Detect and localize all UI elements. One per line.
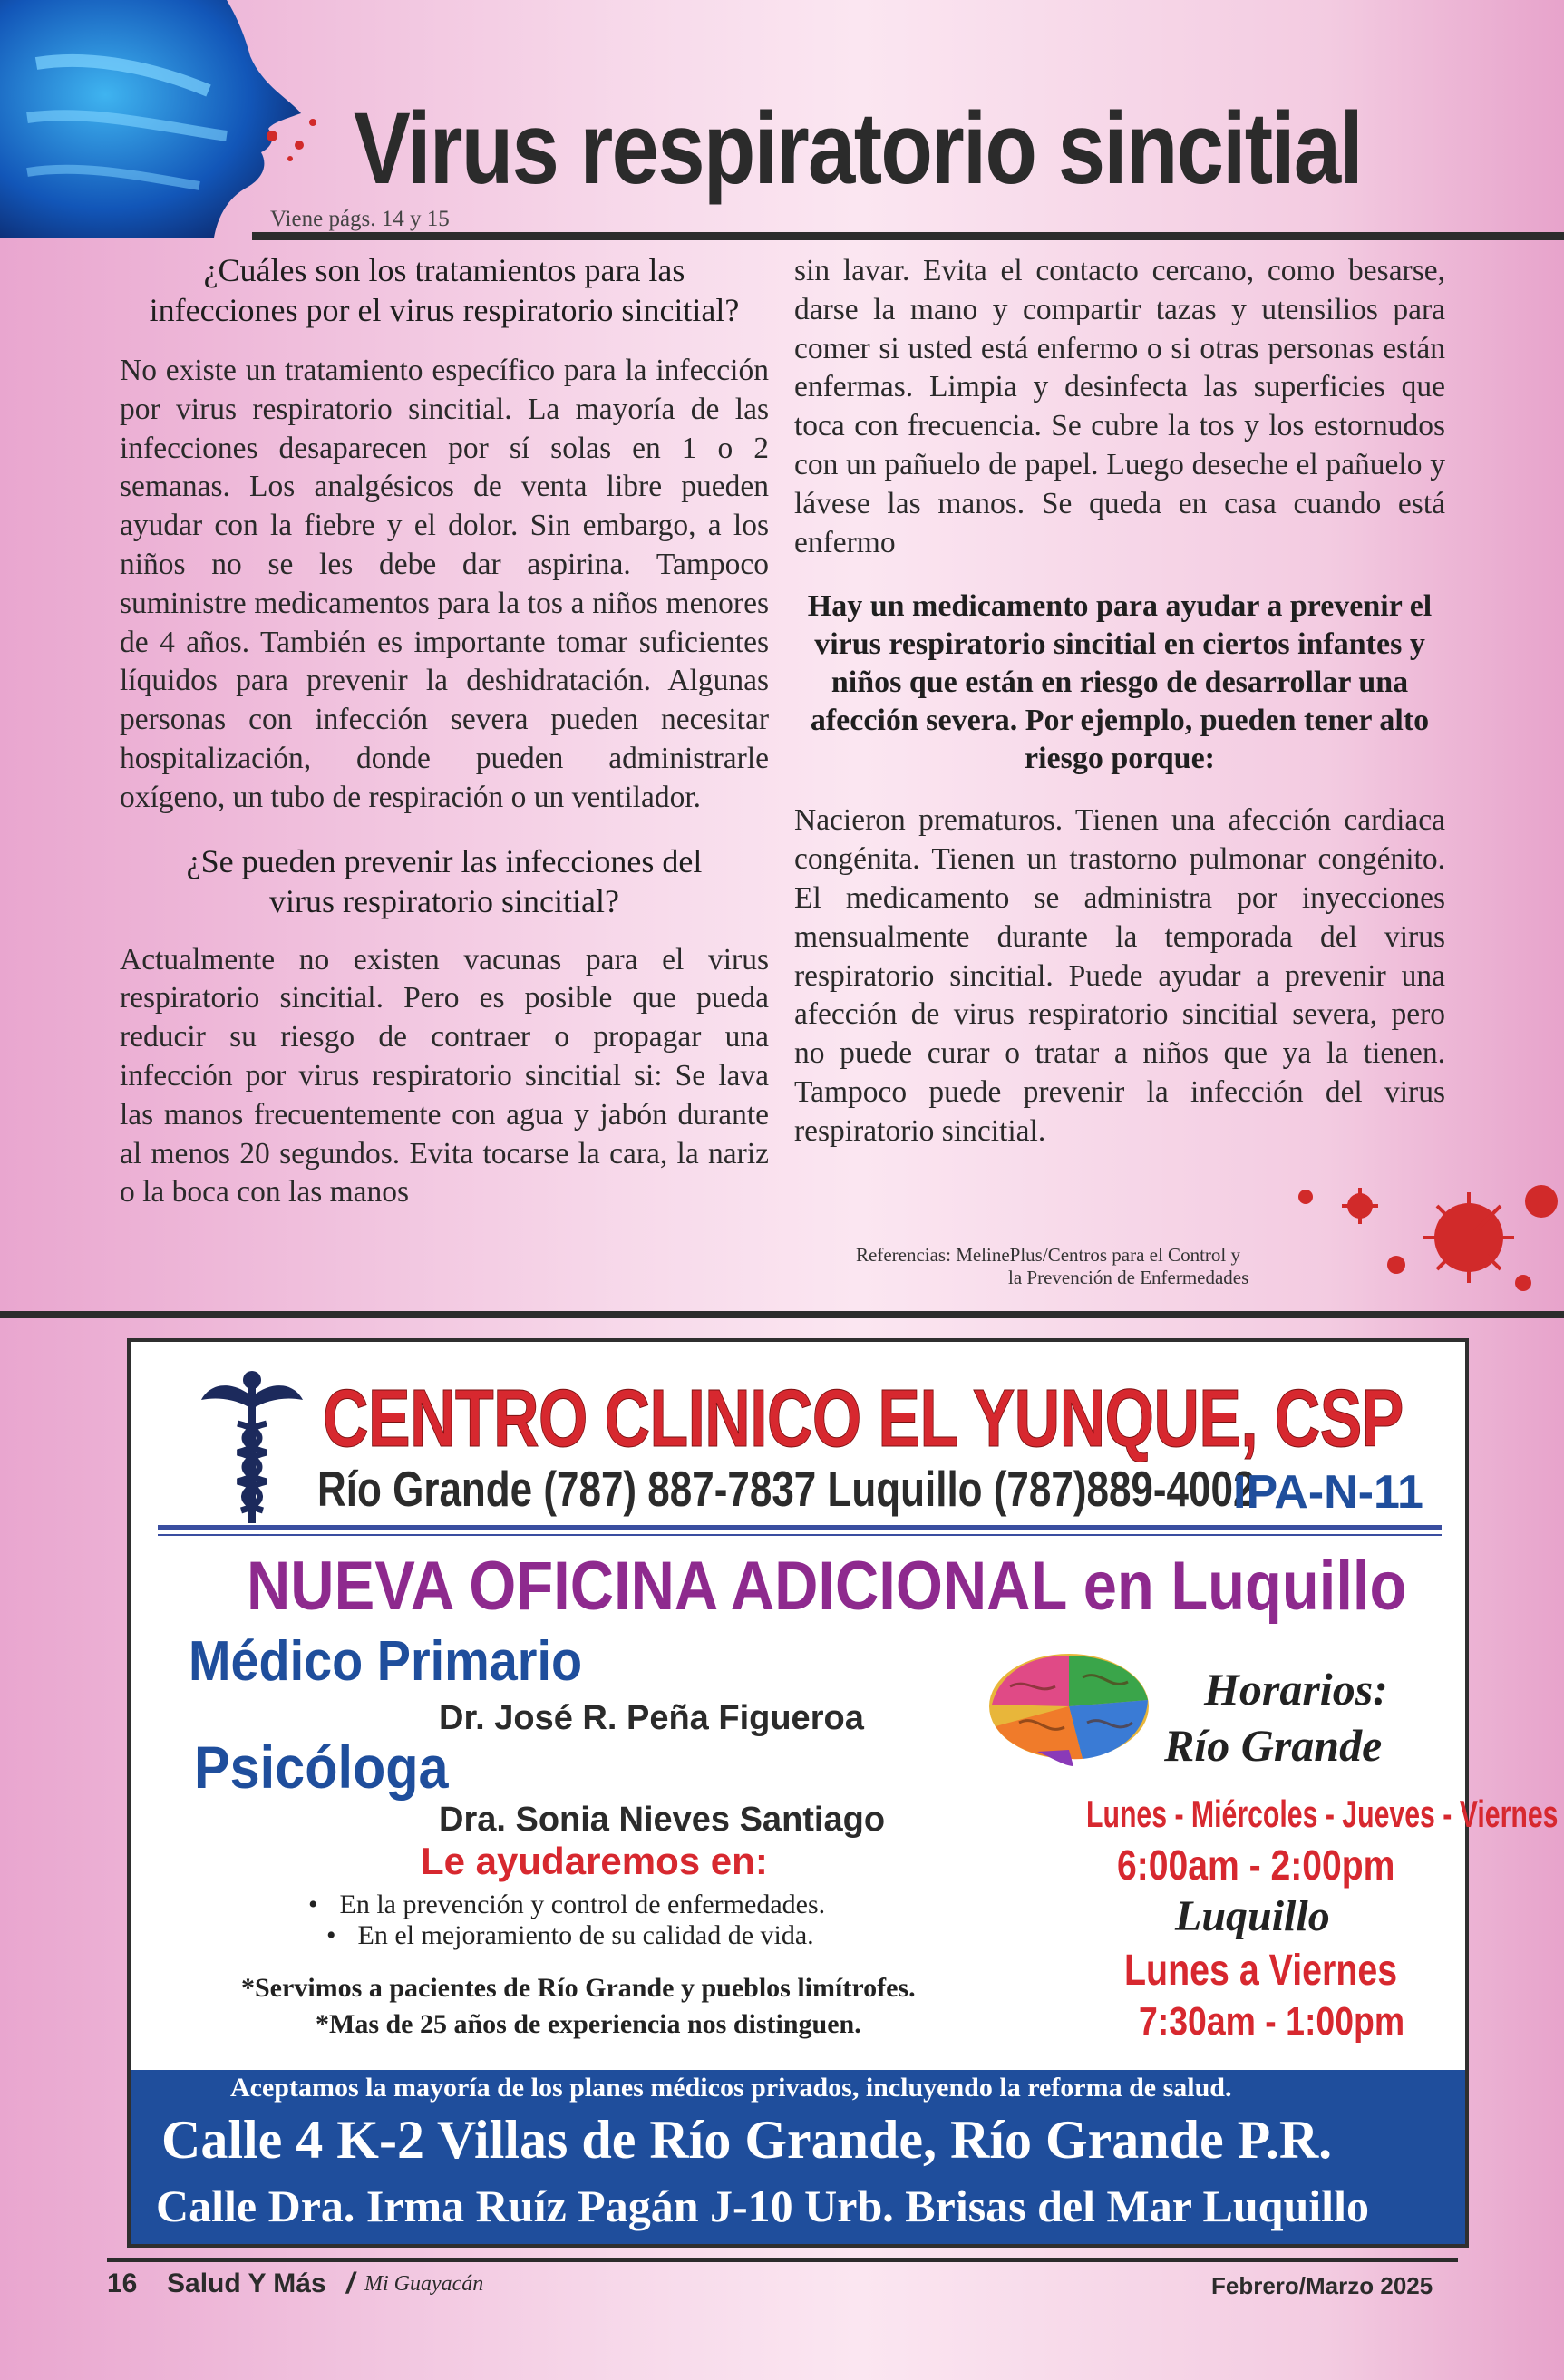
issue-date: Febrero/Marzo 2025 bbox=[1211, 2272, 1433, 2299]
help-list bbox=[308, 1889, 825, 1951]
references-line-2: la Prevención de Enfermedades bbox=[1008, 1267, 1249, 1288]
section-heading-prevention: ¿Se pueden prevenir las infecciones del virus respiratorio sincitial? bbox=[186, 842, 703, 919]
footer-separator: / bbox=[346, 2267, 355, 2299]
location-luquillo: Luquillo bbox=[1175, 1892, 1330, 1940]
article-column-left bbox=[120, 250, 769, 1212]
doctor-name-2: Dra. Sonia Nieves Santiago bbox=[439, 1801, 886, 1839]
address-band bbox=[131, 2070, 1465, 2244]
list-item: • En la prevención y control de enfermedades. bbox=[308, 1889, 825, 1920]
insurance-note: Aceptamos la mayoría de los planes médicos privados, incluyendo la reforma de salud. bbox=[230, 2073, 1232, 2103]
clinic-code: IPA-N-11 bbox=[1233, 1466, 1423, 1519]
article-column-right bbox=[794, 252, 1445, 1151]
paragraph-prevention: Actualmente no existen vacunas para el virus respiratorio sincitial. Pero es posible que pueda reducir su riesgo de contraer o propagar una infección por virus respiratorio sincitial si: Se lava las manos frecuentemente con agua y jabón durante al menos 20 segundos. Evita tocarse la cara, la nariz o la boca con las manos bbox=[120, 942, 769, 1209]
section-rule bbox=[0, 1311, 1564, 1318]
service-note: *Servimos a pacientes de Río Grande y pueblos limítrofes. bbox=[241, 1973, 916, 2003]
list-item: • En el mejoramiento de su calidad de vida. bbox=[308, 1920, 825, 1951]
specialty-primary: Médico Primario bbox=[189, 1630, 583, 1693]
paragraph-medication: Nacieron prematuros. Tienen una afección cardiaca congénita. Tienen un trastorno pulmonar congénito. El medicamento se administra por inyecciones mensualmente durante la temporada del virus respiratorio sincitial. Puede ayudar a prevenir una afección de virus respiratorio sincitial severa, pero no puede curar o tratar a niños que ya la tienen. Tampoco puede prevenir la infección del virus respiratorio sincitial. bbox=[794, 803, 1445, 1148]
footer-rule bbox=[107, 2258, 1458, 2262]
virus-illustration bbox=[1251, 1165, 1564, 1310]
clinic-name: CENTRO CLINICO EL YUNQUE, CSP bbox=[323, 1374, 1404, 1464]
paragraph-treatment: No existe un tratamiento específico para la infección por virus respiratorio sincitial. La mayoría de las infecciones desaparecen por sí solas en 1 o 2 semanas. Los analgésicos de venta libre pueden ayudar con la fiebre y el dolor. Sin embargo, a los niños no se les debe dar aspirina. Tampoco suministre medicamentos para la tos a niños menores de 4 años. También es importante tomar suficientes líquidos para prevenir la deshidratación. Algunas personas con infección severa pueden necesitar hospitalización, donde pueden administrarle oxígeno, un tubo de respiración o un ventilador. bbox=[120, 354, 769, 814]
references-line-1: Referencias: MelinePlus/Centros para el Control y bbox=[856, 1244, 1240, 1266]
article-title: Virus respiratorio sincitial bbox=[354, 92, 1362, 205]
clinic-phones: Río Grande (787) 887-7837 Luquillo (787)889-4002 bbox=[317, 1461, 1256, 1517]
page-number: 16 bbox=[107, 2268, 138, 2298]
paragraph-prevention-cont: sin lavar. Evita el contacto cercano, como besarse, darse la mano y compartir tazas y utensilios para comer si usted está enfermo o si otras personas están enfermas. Limpia y desinfecta las superficies que toca con frecuencia. Se cubre la tos y los estornudos con un pañuelo de papel. Luego deseche el pañuelo y lávese las manos. Se queda en casa cuando está enfermo bbox=[794, 254, 1445, 559]
ad-divider-thin bbox=[158, 1534, 1442, 1536]
section-heading-medication: Hay un medicamento para ayudar a prevenir el virus respiratorio sincitial en ciertos infantes y niños que están en riesgo de desarrollar una afección severa. Por ejemplo, pueden tener alto riesgo porque: bbox=[807, 589, 1433, 776]
references bbox=[856, 1244, 1248, 1289]
magazine-name: Salud Y Más bbox=[167, 2268, 326, 2298]
continued-note: Viene págs. 14 y 15 bbox=[270, 207, 450, 231]
brain-icon bbox=[983, 1650, 1155, 1768]
address-luquillo: Calle Dra. Irma Ruíz Pagán J-10 Urb. Brisas del Mar Luquillo bbox=[156, 2181, 1369, 2231]
caduceus-icon bbox=[201, 1369, 303, 1525]
rio-grande-hours: 6:00am - 2:00pm bbox=[1117, 1841, 1395, 1889]
section-heading-treatment: ¿Cuáles son los tratamientos para las infecciones por el virus respiratorio sincitial? bbox=[149, 252, 740, 328]
location-rio-grande: Río Grande bbox=[1164, 1720, 1383, 1771]
experience-note: *Mas de 25 años de experiencia nos distinguen. bbox=[316, 2009, 861, 2039]
luquillo-days: Lunes a Viernes bbox=[1124, 1947, 1398, 1995]
rio-grande-days: Lunes - Miércoles - Jueves - Viernes bbox=[1086, 1792, 1559, 1835]
hours-title: Horarios: bbox=[1204, 1664, 1388, 1715]
magazine-subtitle: Mi Guayacán bbox=[364, 2272, 484, 2296]
doctor-name-1: Dr. José R. Peña Figueroa bbox=[439, 1699, 864, 1737]
clinic-advertisement bbox=[127, 1338, 1559, 2248]
luquillo-hours: 7:30am - 1:00pm bbox=[1139, 1999, 1405, 2044]
specialty-psychology: Psicóloga bbox=[194, 1734, 449, 1801]
help-title: Le ayudaremos en: bbox=[421, 1840, 768, 1882]
header-rule bbox=[252, 232, 1564, 240]
ad-divider bbox=[158, 1525, 1442, 1530]
new-office-headline: NUEVA OFICINA ADICIONAL en Luquillo bbox=[247, 1548, 1407, 1625]
address-rio-grande: Calle 4 K-2 Villas de Río Grande, Río Grande P.R. bbox=[161, 2110, 1333, 2170]
face-illustration bbox=[0, 0, 326, 238]
